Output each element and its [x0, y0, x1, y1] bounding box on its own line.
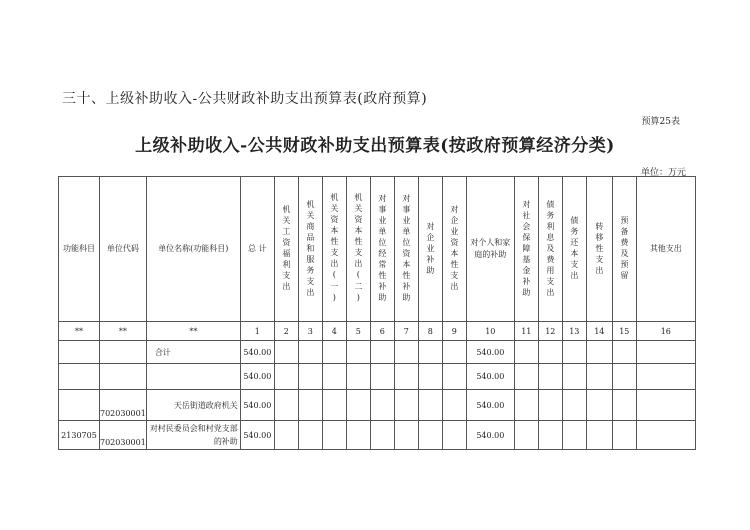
- personal-subsidy-cell: 540.00: [466, 364, 514, 390]
- index-cell: 15: [612, 322, 636, 341]
- name-cell: [146, 364, 240, 390]
- personal-subsidy-cell: 540.00: [466, 421, 514, 450]
- func-cell: [59, 390, 100, 421]
- index-cell: 5: [346, 322, 370, 341]
- index-cell: 13: [562, 322, 586, 341]
- header-c14: 预备费及预留: [612, 177, 636, 322]
- budget-table: [58, 176, 696, 450]
- header-row: [59, 177, 696, 322]
- func-cell: 2130705: [59, 421, 100, 450]
- index-cell: 10: [466, 322, 514, 341]
- header-c6: 对事业单位资本性补助: [394, 177, 418, 322]
- index-cell: 8: [418, 322, 442, 341]
- total-cell: 540.00: [240, 364, 274, 390]
- personal-subsidy-cell: 540.00: [466, 341, 514, 364]
- header-c8: 对企业资本性支出: [442, 177, 466, 322]
- index-cell: 7: [394, 322, 418, 341]
- header-c2: 机关商品和服务支出: [298, 177, 322, 322]
- index-cell: 4: [322, 322, 346, 341]
- table-title: 上级补助收入-公共财政补助支出预算表(按政府预算经济分类): [135, 136, 615, 156]
- header-c5: 对事业单位经常性补助: [370, 177, 394, 322]
- header-code: 单位代码: [100, 177, 147, 322]
- index-cell: **: [100, 322, 147, 341]
- func-cell: [59, 364, 100, 390]
- header-c13: 转移性支出: [586, 177, 612, 322]
- header-c10: 对社会保障基金补助: [514, 177, 538, 322]
- header-c1: 机关工资福利支出: [274, 177, 298, 322]
- name-cell: 天岳街道政府机关: [146, 390, 240, 421]
- index-cell: 1: [240, 322, 274, 341]
- code-cell: [100, 341, 147, 364]
- index-cell: 11: [514, 322, 538, 341]
- header-c3: 机关资本性支出(一): [322, 177, 346, 322]
- table-row: [59, 390, 696, 421]
- total-cell: 540.00: [240, 341, 274, 364]
- index-cell: 3: [298, 322, 322, 341]
- index-cell: 14: [586, 322, 612, 341]
- index-cell: 16: [636, 322, 695, 341]
- index-row: [59, 322, 696, 341]
- code-cell: 702030001: [100, 390, 147, 421]
- header-c4: 机关资本性支出(二): [346, 177, 370, 322]
- header-c9: 对个人和家庭的补助: [466, 177, 514, 322]
- code-cell: [100, 364, 147, 390]
- unit-label: 单位：万元: [640, 168, 686, 178]
- section-title: 三十、上级补助收入-公共财政补助支出预算表(政府预算): [62, 91, 428, 107]
- header-c11: 债务利息及费用支出: [538, 177, 562, 322]
- table-row: [59, 421, 696, 450]
- header-func: 功能科目: [59, 177, 100, 322]
- total-cell: 540.00: [240, 421, 274, 450]
- header-name: 单位名称(功能科目): [146, 177, 240, 322]
- name-cell: 对村民委员会和村党支部的补助: [146, 421, 240, 450]
- index-cell: **: [146, 322, 240, 341]
- table-row: [59, 341, 696, 364]
- form-number: 预算25表: [641, 117, 680, 127]
- index-cell: 2: [274, 322, 298, 341]
- func-cell: [59, 341, 100, 364]
- personal-subsidy-cell: 540.00: [466, 390, 514, 421]
- table-row: [59, 364, 696, 390]
- index-cell: 6: [370, 322, 394, 341]
- index-cell: 9: [442, 322, 466, 341]
- index-cell: **: [59, 322, 100, 341]
- name-cell: 合计: [146, 341, 240, 364]
- total-cell: 540.00: [240, 390, 274, 421]
- index-cell: 12: [538, 322, 562, 341]
- header-c7: 对企业补助: [418, 177, 442, 322]
- header-c15: 其他支出: [636, 177, 695, 322]
- header-total: 总 计: [240, 177, 274, 322]
- header-c12: 债务还本支出: [562, 177, 586, 322]
- code-cell: 702030001: [100, 421, 147, 450]
